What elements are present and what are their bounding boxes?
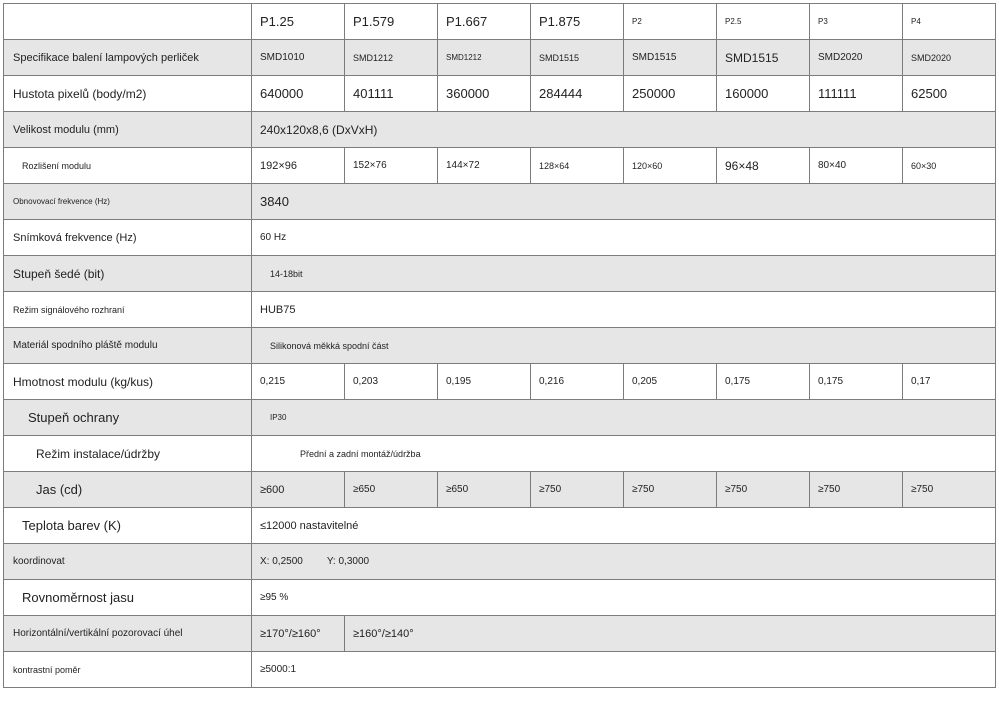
value-cell: 120×60 — [624, 148, 717, 184]
value-cell: 14-18bit — [252, 256, 996, 292]
row-label: Snímková frekvence (Hz) — [4, 220, 252, 256]
row-uniformity — [4, 580, 996, 616]
row-models — [4, 4, 996, 40]
value-cell: ≥750 — [903, 472, 996, 508]
row-label: Režim instalace/údržby — [4, 436, 252, 472]
value-cell: 0,175 — [810, 364, 903, 400]
value-cell: 60×30 — [903, 148, 996, 184]
value-cell: 401111 — [345, 76, 438, 112]
value-cell: 284444 — [531, 76, 624, 112]
spec-table — [3, 3, 996, 688]
coordinate-y: Y: 0,3000 — [326, 556, 370, 567]
row-label: Jas (cd) — [4, 472, 252, 508]
row-label: Rovnoměrnost jasu — [4, 580, 252, 616]
value-cell: 240x120x8,6 (DxVxH) — [252, 112, 996, 148]
value-cell: 160000 — [717, 76, 810, 112]
value-cell: SMD1515 — [624, 40, 717, 76]
value-cell: SMD1212 — [438, 40, 531, 76]
row-label: Velikost modulu (mm) — [4, 112, 252, 148]
value-cell: ≥750 — [717, 472, 810, 508]
value-cell: SMD1515 — [531, 40, 624, 76]
row-gray-scale — [4, 256, 996, 292]
value-cell: SMD1515 — [717, 40, 810, 76]
row-pixel-density — [4, 76, 996, 112]
value-cell: 144×72 — [438, 148, 531, 184]
row-weight — [4, 364, 996, 400]
row-frame-rate — [4, 220, 996, 256]
row-bottom-material — [4, 328, 996, 364]
value-cell: 192×96 — [252, 148, 345, 184]
model-cell: P2 — [624, 4, 717, 40]
row-led-spec — [4, 40, 996, 76]
value-cell: ≥95 % — [252, 580, 996, 616]
value-cell: 640000 — [252, 76, 345, 112]
row-label: Obnovovací frekvence (Hz) — [4, 184, 252, 220]
value-cell: Přední a zadní montáž/údržba — [252, 436, 996, 472]
row-label: Rozlišení modulu — [4, 148, 252, 184]
row-install-mode — [4, 436, 996, 472]
row-label: Stupeň šedé (bit) — [4, 256, 252, 292]
row-label: Materiál spodního pláště modulu — [4, 328, 252, 364]
value-cell: ≥750 — [810, 472, 903, 508]
coordinate-x: X: 0,2500 — [260, 556, 303, 567]
row-refresh-rate — [4, 184, 996, 220]
value-cell: ≥600 — [252, 472, 345, 508]
value-cell: 128×64 — [531, 148, 624, 184]
value-cell: ≥750 — [531, 472, 624, 508]
row-label: Stupeň ochrany — [4, 400, 252, 436]
model-cell: P1.667 — [438, 4, 531, 40]
value-cell: ≥5000:1 — [252, 652, 996, 688]
row-signal-mode — [4, 292, 996, 328]
value-cell: 0,17 — [903, 364, 996, 400]
value-cell: SMD1010 — [252, 40, 345, 76]
value-cell: ≥160°/≥140° — [345, 616, 996, 652]
value-cell: SMD2020 — [810, 40, 903, 76]
value-cell: SMD1212 — [345, 40, 438, 76]
value-cell: ≥170°/≥160° — [252, 616, 345, 652]
value-cell: SMD2020 — [903, 40, 996, 76]
value-cell: 0,203 — [345, 364, 438, 400]
value-cell: HUB75 — [252, 292, 996, 328]
row-label: Specifikace balení lampových perliček — [4, 40, 252, 76]
model-cell: P3 — [810, 4, 903, 40]
value-cell: 80×40 — [810, 148, 903, 184]
row-protection — [4, 400, 996, 436]
model-cell: P1.875 — [531, 4, 624, 40]
model-cell: P1.25 — [252, 4, 345, 40]
value-cell: 96×48 — [717, 148, 810, 184]
model-cell: P2.5 — [717, 4, 810, 40]
value-cell: ≥750 — [624, 472, 717, 508]
value-cell: 152×76 — [345, 148, 438, 184]
row-label: Horizontální/vertikální pozorovací úhel — [4, 616, 252, 652]
row-resolution — [4, 148, 996, 184]
row-module-size — [4, 112, 996, 148]
row-label: Hmotnost modulu (kg/kus) — [4, 364, 252, 400]
value-cell: 60 Hz — [252, 220, 996, 256]
row-label: koordinovat — [4, 544, 252, 580]
value-cell: 111111 — [810, 76, 903, 112]
row-label: kontrastní poměr — [4, 652, 252, 688]
row-label: Hustota pixelů (body/m2) — [4, 76, 252, 112]
value-cell: 0,216 — [531, 364, 624, 400]
row-label: Režim signálového rozhraní — [4, 292, 252, 328]
row-color-temp — [4, 508, 996, 544]
value-cell: IP30 — [252, 400, 996, 436]
value-cell: 0,175 — [717, 364, 810, 400]
value-cell: ≥650 — [345, 472, 438, 508]
value-cell — [252, 544, 996, 580]
row-coordinate — [4, 544, 996, 580]
value-cell: ≥650 — [438, 472, 531, 508]
value-cell: Silikonová měkká spodní část — [252, 328, 996, 364]
value-cell: 0,215 — [252, 364, 345, 400]
value-cell: 62500 — [903, 76, 996, 112]
model-cell: P1.579 — [345, 4, 438, 40]
header-label-cell — [4, 4, 252, 40]
value-cell: 3840 — [252, 184, 996, 220]
value-cell: 0,205 — [624, 364, 717, 400]
value-cell: 360000 — [438, 76, 531, 112]
row-viewing-angle — [4, 616, 996, 652]
row-contrast — [4, 652, 996, 688]
row-brightness — [4, 472, 996, 508]
row-label: Teplota barev (K) — [4, 508, 252, 544]
value-cell: 0,195 — [438, 364, 531, 400]
model-cell: P4 — [903, 4, 996, 40]
value-cell: ≤12000 nastavitelné — [252, 508, 996, 544]
value-cell: 250000 — [624, 76, 717, 112]
